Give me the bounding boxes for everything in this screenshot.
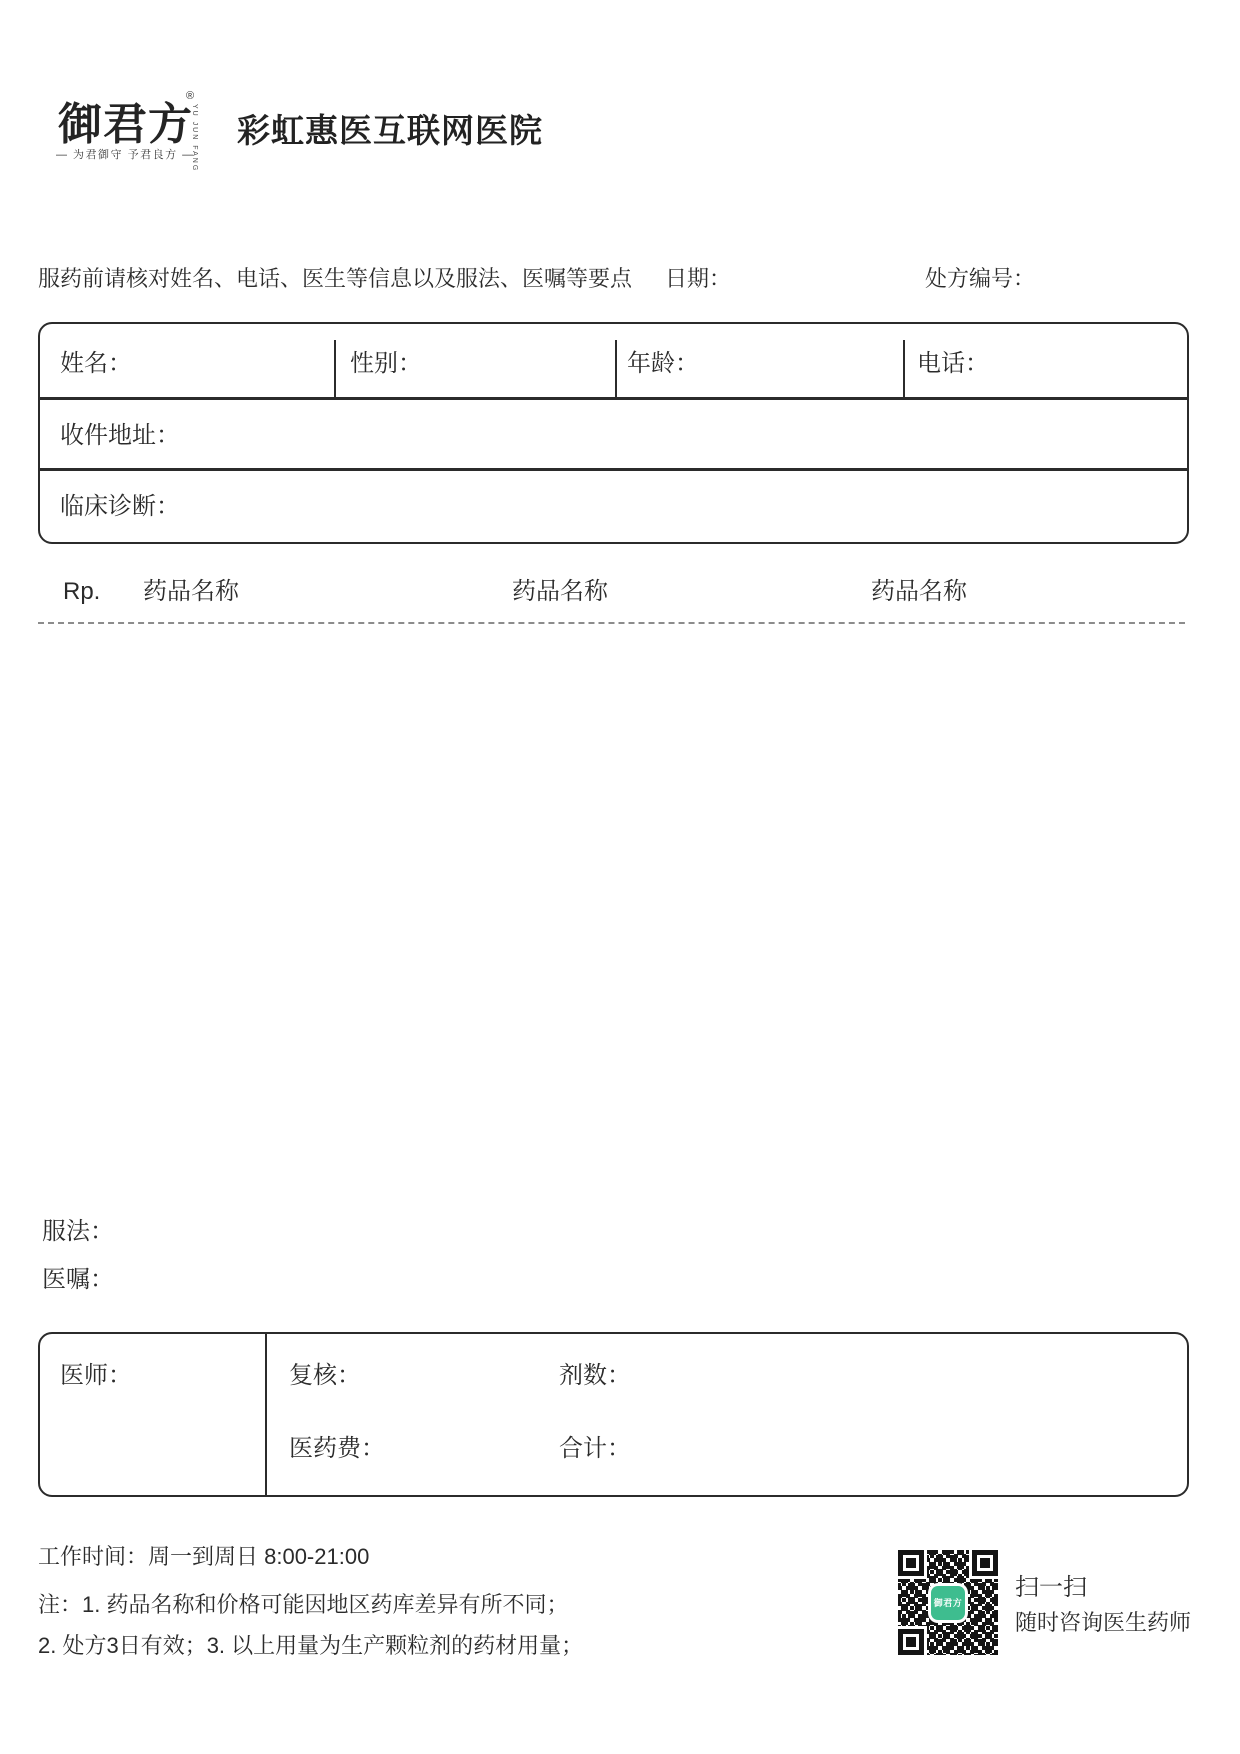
- qr-finder-icon: [972, 1550, 998, 1576]
- dose-count-label: 剂数：: [559, 1362, 631, 1389]
- rx-number-label: 处方编号：: [925, 266, 1036, 291]
- diagnosis-label: 临床诊断：: [60, 493, 180, 520]
- address-label: 收件地址：: [60, 422, 180, 449]
- brand-logo-text: 御君方: [58, 99, 193, 150]
- qr-finder-icon: [898, 1550, 924, 1576]
- hospital-name: 彩虹惠医互联网医院: [237, 112, 543, 149]
- signature-fee-box: [38, 1332, 1189, 1497]
- gender-label: 性别：: [350, 350, 422, 377]
- rp-label: Rp.: [63, 578, 101, 605]
- qr-center-logo: 御君方: [931, 1586, 965, 1620]
- total-label: 合计：: [559, 1435, 631, 1462]
- name-label: 姓名：: [60, 350, 132, 377]
- drug-name-header-1: 药品名称: [143, 578, 239, 605]
- drug-name-header-2: 药品名称: [512, 578, 608, 605]
- physician-label: 医师：: [60, 1362, 132, 1389]
- registered-mark-icon: ®: [186, 90, 195, 102]
- date-label: 日期：: [665, 266, 732, 291]
- usage-label: 服法：: [42, 1218, 114, 1245]
- phone-label: 电话：: [917, 350, 989, 377]
- divider: [265, 1334, 267, 1495]
- work-time-text: 工作时间：周一到周日 8:00-21:00: [38, 1544, 370, 1569]
- divider: [903, 340, 905, 397]
- pre-check-notice: 服药前请核对姓名、电话、医生等信息以及服法、医嘱等要点: [38, 266, 633, 291]
- qr-code: [898, 1550, 998, 1655]
- age-label: 年龄：: [627, 350, 699, 377]
- brand-tagline: — 为君御守 予君良方 —: [56, 149, 195, 161]
- advice-label: 医嘱：: [42, 1266, 114, 1293]
- note-line-1: 注：1. 药品名称和价格可能因地区药库差异有所不同；: [38, 1592, 569, 1617]
- medicine-fee-label: 医药费：: [289, 1435, 385, 1462]
- divider: [334, 340, 336, 397]
- qr-caption-consult: 随时咨询医生药师: [1015, 1610, 1192, 1635]
- patient-info-box: [38, 322, 1189, 544]
- brand-logo-vertical-text: YU JUN FANG: [191, 104, 199, 173]
- drug-name-header-3: 药品名称: [871, 578, 967, 605]
- dashed-divider: [38, 622, 1185, 624]
- divider: [615, 340, 617, 397]
- divider: [40, 397, 1187, 400]
- qr-caption-scan: 扫一扫: [1015, 1574, 1087, 1601]
- note-line-2: 2. 处方3日有效；3. 以上用量为生产颗粒剂的药材用量；: [38, 1633, 584, 1658]
- divider: [40, 468, 1187, 471]
- qr-finder-icon: [898, 1629, 924, 1655]
- review-label: 复核：: [289, 1362, 361, 1389]
